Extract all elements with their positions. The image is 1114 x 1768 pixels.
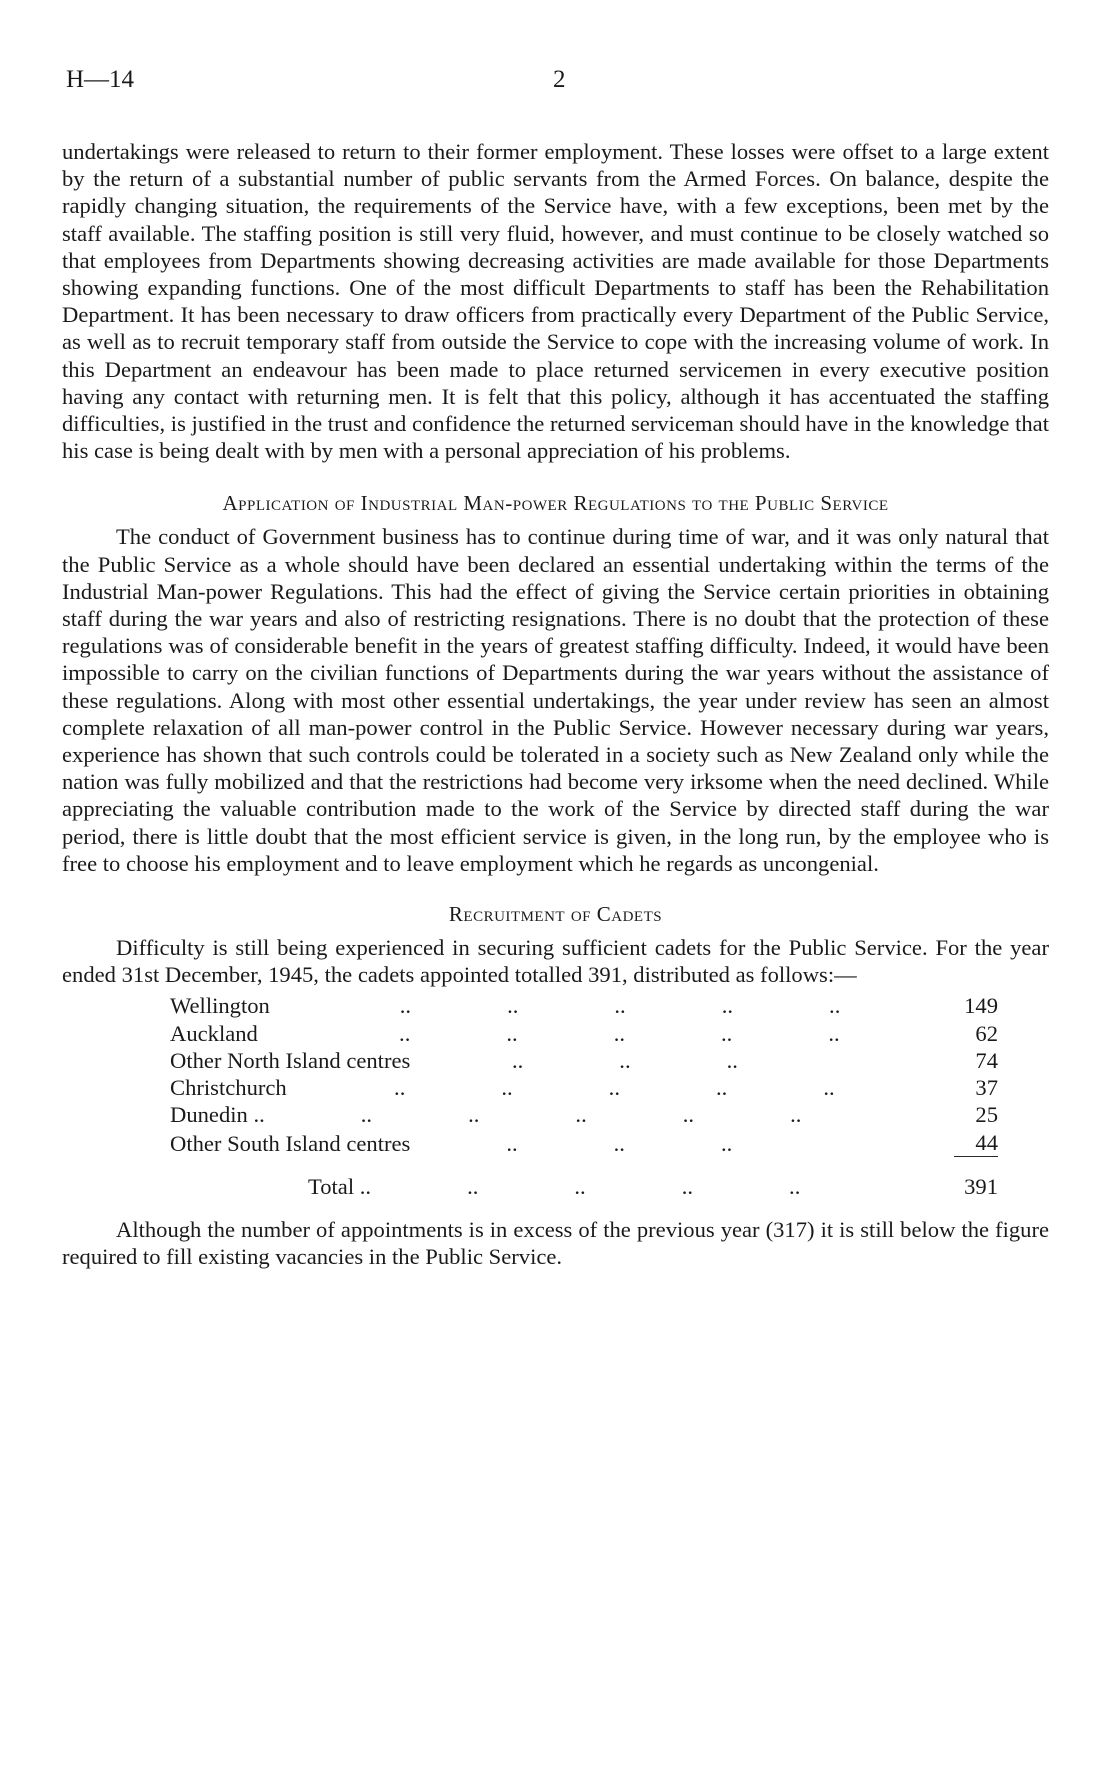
total-value: 391 [964,1173,998,1199]
table-row-value: 25 [975,1102,998,1128]
paragraph-manpower-regulations: The conduct of Government business has to continue during time of war, and it was only natural that the Public Service as a whole should have been declared an essential undertaking within the terms of the Industrial Man-power Regulations. This had the effect of giving the Service certain priorities in obtaining staff during the war years and also of restricting resignations. There is no doubt that the protection of these regulations was of considerable benefit in the years of greatest staffing difficulty. Indeed, it would have been impossible to carry on the civilian functions of Departments during the war years without the assistance of these regulations. Along with most other essential undertakings, the year under review has seen an almost complete relaxation of all man-power control in the Public Service. However necessary during war years, experience has shown that such controls could be tolerated in a society such as New Zealand only while the nation was fully mobilized and that the restrictions had become very irksome when the need declined. While appreciating the valuable contribution made to the work of the Service by directed staff during the war period, there is little doubt that the most efficient service is given, in the long run, by the employee who is free to choose his employment and to leave employment which he regards as uncongenial. [62,524,1049,876]
total-label: Total .. .. .. .. .. [308,1173,801,1199]
table-row [170,1101,998,1128]
table-row-label: Wellington .. .. .. .. .. [170,993,841,1019]
page-body [62,138,1049,1270]
table-row [170,1020,998,1047]
table-row [170,1129,998,1157]
table-row-value: 37 [975,1075,998,1101]
table-row-value: 44 [934,1129,998,1157]
paragraph-cadets-intro: Difficulty is still being experienced in securing sufficient cadets for the Public Service. For the year ended 31st December, 1945, the cadets appointed totalled 391, distributed as follows:— [62,935,1049,988]
paragraph-cadets-conclusion: Although the number of appointments is in excess of the previous year (317) it is still below the figure required to fill existing vacancies in the Public Service. [62,1216,1049,1270]
table-row [170,992,998,1019]
page-header [66,66,1046,100]
section-heading-recruitment-of-cadets: Recruitment of Cadets [448,902,663,927]
table-row-value: 149 [964,993,998,1019]
table-row-label: Christchurch .. .. .. .. .. [170,1075,835,1101]
cadets-distribution-table [170,992,998,1199]
section-heading-manpower-regulations: Application of Industrial Man-power Regulations to the Public Service [222,491,889,516]
table-row-label: Other South Island centres .. .. .. [170,1130,733,1156]
page-number: 2 [553,66,566,93]
table-row-value: 62 [975,1020,998,1046]
table-row [170,1074,998,1101]
table-row-label: Dunedin .. .. .. .. .. .. [170,1102,802,1128]
table-row [170,1047,998,1074]
report-reference: H—14 [66,66,135,93]
table-row-value: 74 [975,1047,998,1073]
table-row-label: Auckland .. .. .. .. .. [170,1020,840,1046]
paragraph-staffing: undertakings were released to return to their former employment. These losses were offset to a large extent by the return of a substantial number of public servants from the Armed Forces. On balance, despite the rapidly changing situation, the requirements of the Service have, with a few exceptions, been met by the staff available. The staffing position is still very fluid, however, and must continue to be closely watched so that employees from Departments showing decreasing activities are made available for those Departments showing expanding functions. One of the most difficult Departments to staff has been the Rehabilitation Department. It has been necessary to draw officers from practically every Department of the Public Service, as well as to recruit temporary staff from outside the Service to cope with the increasing volume of work. In this Department an endeavour has been made to place returned servicemen in every executive position having any contact with returning men. It is felt that this policy, although it has accentuated the staffing difficulties, is justified in the trust and confidence the returned serviceman should have in the knowledge that his case is being dealt with by men with a personal appreciation of his problems. [62,139,1049,464]
table-total-row [170,1157,998,1200]
table-row-label: Other North Island centres .. .. .. [170,1047,738,1073]
